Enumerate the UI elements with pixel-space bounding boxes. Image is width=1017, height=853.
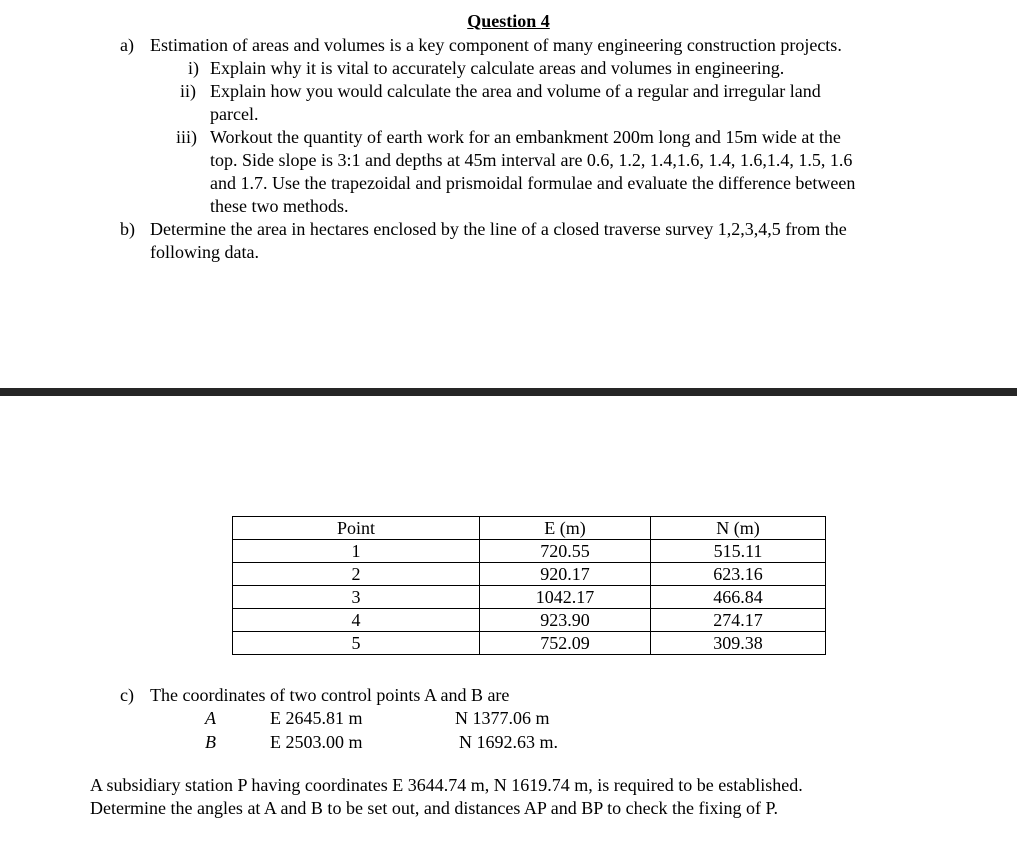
table-row	[233, 563, 826, 586]
table-cell-n: 309.38	[651, 632, 826, 655]
point-a-northing: N 1377.06 m	[455, 708, 550, 728]
table-header-n: N (m)	[651, 517, 826, 540]
part-a-item-ii-label: ii)	[180, 81, 196, 101]
part-a-item-iii-line-2: top. Side slope is 3:1 and depths at 45m interval are 0.6, 1.2, 1.4,1.6, 1.4, 1.6,1.4, 1.5, 1.6	[210, 150, 853, 170]
table-header-point: Point	[233, 517, 480, 540]
table-row	[233, 540, 826, 563]
part-b-line-1: Determine the area in hectares enclosed by the line of a closed traverse survey 1,2,3,4,5 from the	[150, 219, 847, 239]
table-row	[233, 632, 826, 655]
traverse-table	[232, 516, 826, 655]
table-cell-e: 1042.17	[480, 586, 651, 609]
table-cell-e: 923.90	[480, 609, 651, 632]
table-header-row	[233, 517, 826, 540]
page-separator	[0, 388, 1017, 396]
point-a-name: A	[205, 708, 216, 728]
table-cell-n: 274.17	[651, 609, 826, 632]
table-cell-e: 752.09	[480, 632, 651, 655]
part-a-item-iii-line-1: Workout the quantity of earth work for an embankment 200m long and 15m wide at the	[210, 127, 841, 147]
table-cell-n: 623.16	[651, 563, 826, 586]
part-a-item-iii-line-4: these two methods.	[210, 196, 349, 216]
part-c-text: The coordinates of two control points A and B are	[150, 685, 510, 705]
table-cell-point: 5	[233, 632, 480, 655]
point-a-easting: E 2645.81 m	[270, 708, 363, 728]
part-b-line-2: following data.	[150, 242, 259, 262]
part-a-item-ii-line-2: parcel.	[210, 104, 259, 124]
table-cell-point: 1	[233, 540, 480, 563]
table-row	[233, 609, 826, 632]
table-cell-point: 4	[233, 609, 480, 632]
table-cell-n: 515.11	[651, 540, 826, 563]
point-b-northing: N 1692.63 m.	[459, 732, 558, 752]
part-a-item-ii-line-1: Explain how you would calculate the area and volume of a regular and irregular land	[210, 81, 821, 101]
part-a-label: a)	[120, 35, 134, 55]
table-cell-point: 2	[233, 563, 480, 586]
table-row	[233, 586, 826, 609]
table-cell-n: 466.84	[651, 586, 826, 609]
table-cell-e: 920.17	[480, 563, 651, 586]
part-c-paragraph-line-2: Determine the angles at A and B to be set out, and distances AP and BP to check the fixing of P.	[90, 798, 779, 818]
part-c-label: c)	[120, 685, 134, 705]
part-a-item-i-label: i)	[188, 58, 199, 78]
part-a-item-iii-label: iii)	[176, 127, 197, 147]
table-header-e: E (m)	[480, 517, 651, 540]
part-c-paragraph-line-1: A subsidiary station P having coordinates E 3644.74 m, N 1619.74 m, is required to be established.	[90, 775, 803, 795]
part-a-text: Estimation of areas and volumes is a key component of many engineering construction projects.	[150, 35, 842, 55]
part-a-item-i-text: Explain why it is vital to accurately calculate areas and volumes in engineering.	[210, 58, 785, 78]
point-b-name: B	[205, 732, 216, 752]
table-cell-e: 720.55	[480, 540, 651, 563]
part-b-label: b)	[120, 219, 135, 239]
point-b-easting: E 2503.00 m	[270, 732, 363, 752]
question-title: Question 4	[467, 11, 550, 31]
table-cell-point: 3	[233, 586, 480, 609]
part-a-item-iii-line-3: and 1.7. Use the trapezoidal and prismoidal formulae and evaluate the difference between	[210, 173, 856, 193]
